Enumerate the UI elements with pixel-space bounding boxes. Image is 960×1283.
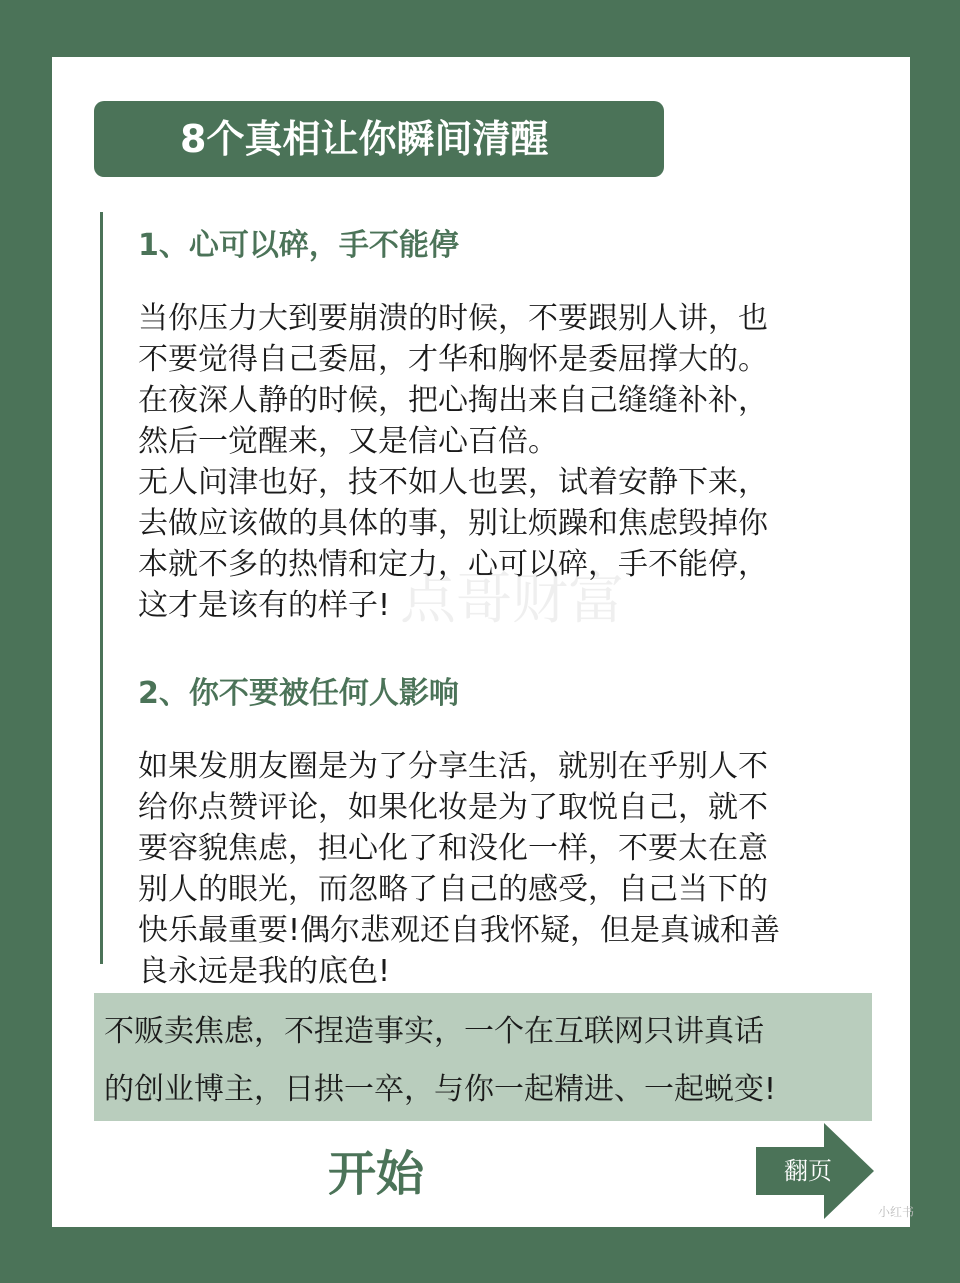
- body-line: 不要觉得自己委屈，才华和胸怀是委屈撑大的。: [138, 342, 768, 377]
- body-line: 无人问津也好，技不如人也罢，试着安静下来，: [138, 465, 768, 500]
- next-page-button[interactable]: [756, 1123, 874, 1219]
- section-1-body: [138, 298, 868, 626]
- body-line: 本就不多的热情和定力，心可以碎，手不能停，: [138, 547, 768, 582]
- section-2-heading: 2、你不要被任何人影响: [138, 676, 459, 711]
- page-title: 8个真相让你瞬间清醒: [180, 117, 549, 161]
- body-line: 要容貌焦虑，担心化了和没化一样，不要太在意: [138, 831, 768, 866]
- body-line: 别人的眼光，而忽略了自己的感受，自己当下的: [138, 872, 768, 907]
- left-accent-rule: [100, 212, 103, 964]
- body-line: 给你点赞评论，如果化妆是为了取悦自己，就不: [138, 790, 768, 825]
- title-banner: [94, 101, 664, 177]
- body-line: 在夜深人静的时候，把心掏出来自己缝缝补补，: [138, 383, 768, 418]
- body-line: 这才是该有的样子!: [138, 588, 391, 623]
- body-line: 良永远是我的底色!: [138, 954, 391, 989]
- section-2-body: [138, 746, 868, 992]
- body-line: 快乐最重要!偶尔悲观还自我怀疑，但是真诚和善: [138, 913, 781, 948]
- start-label: 开始: [328, 1146, 425, 1202]
- next-page-label: 翻页: [784, 1157, 832, 1185]
- corner-watermark: 小红书: [878, 1205, 915, 1219]
- body-line: 当你压力大到要崩溃的时候，不要跟别人讲，也: [138, 301, 768, 336]
- body-line: 去做应该做的具体的事，别让烦躁和焦虑毁掉你: [138, 506, 768, 541]
- promo-box: [94, 993, 872, 1121]
- promo-line: 的创业博主，日拱一卒，与你一起精进、一起蜕变!: [104, 1072, 777, 1107]
- body-line: 然后一觉醒来，又是信心百倍。: [138, 424, 558, 459]
- body-line: 如果发朋友圈是为了分享生活，就别在乎别人不: [138, 749, 768, 784]
- section-1-heading: 1、心可以碎，手不能停: [138, 228, 459, 263]
- promo-line: 不贩卖焦虑，不捏造事实，一个在互联网只讲真话: [104, 1014, 764, 1049]
